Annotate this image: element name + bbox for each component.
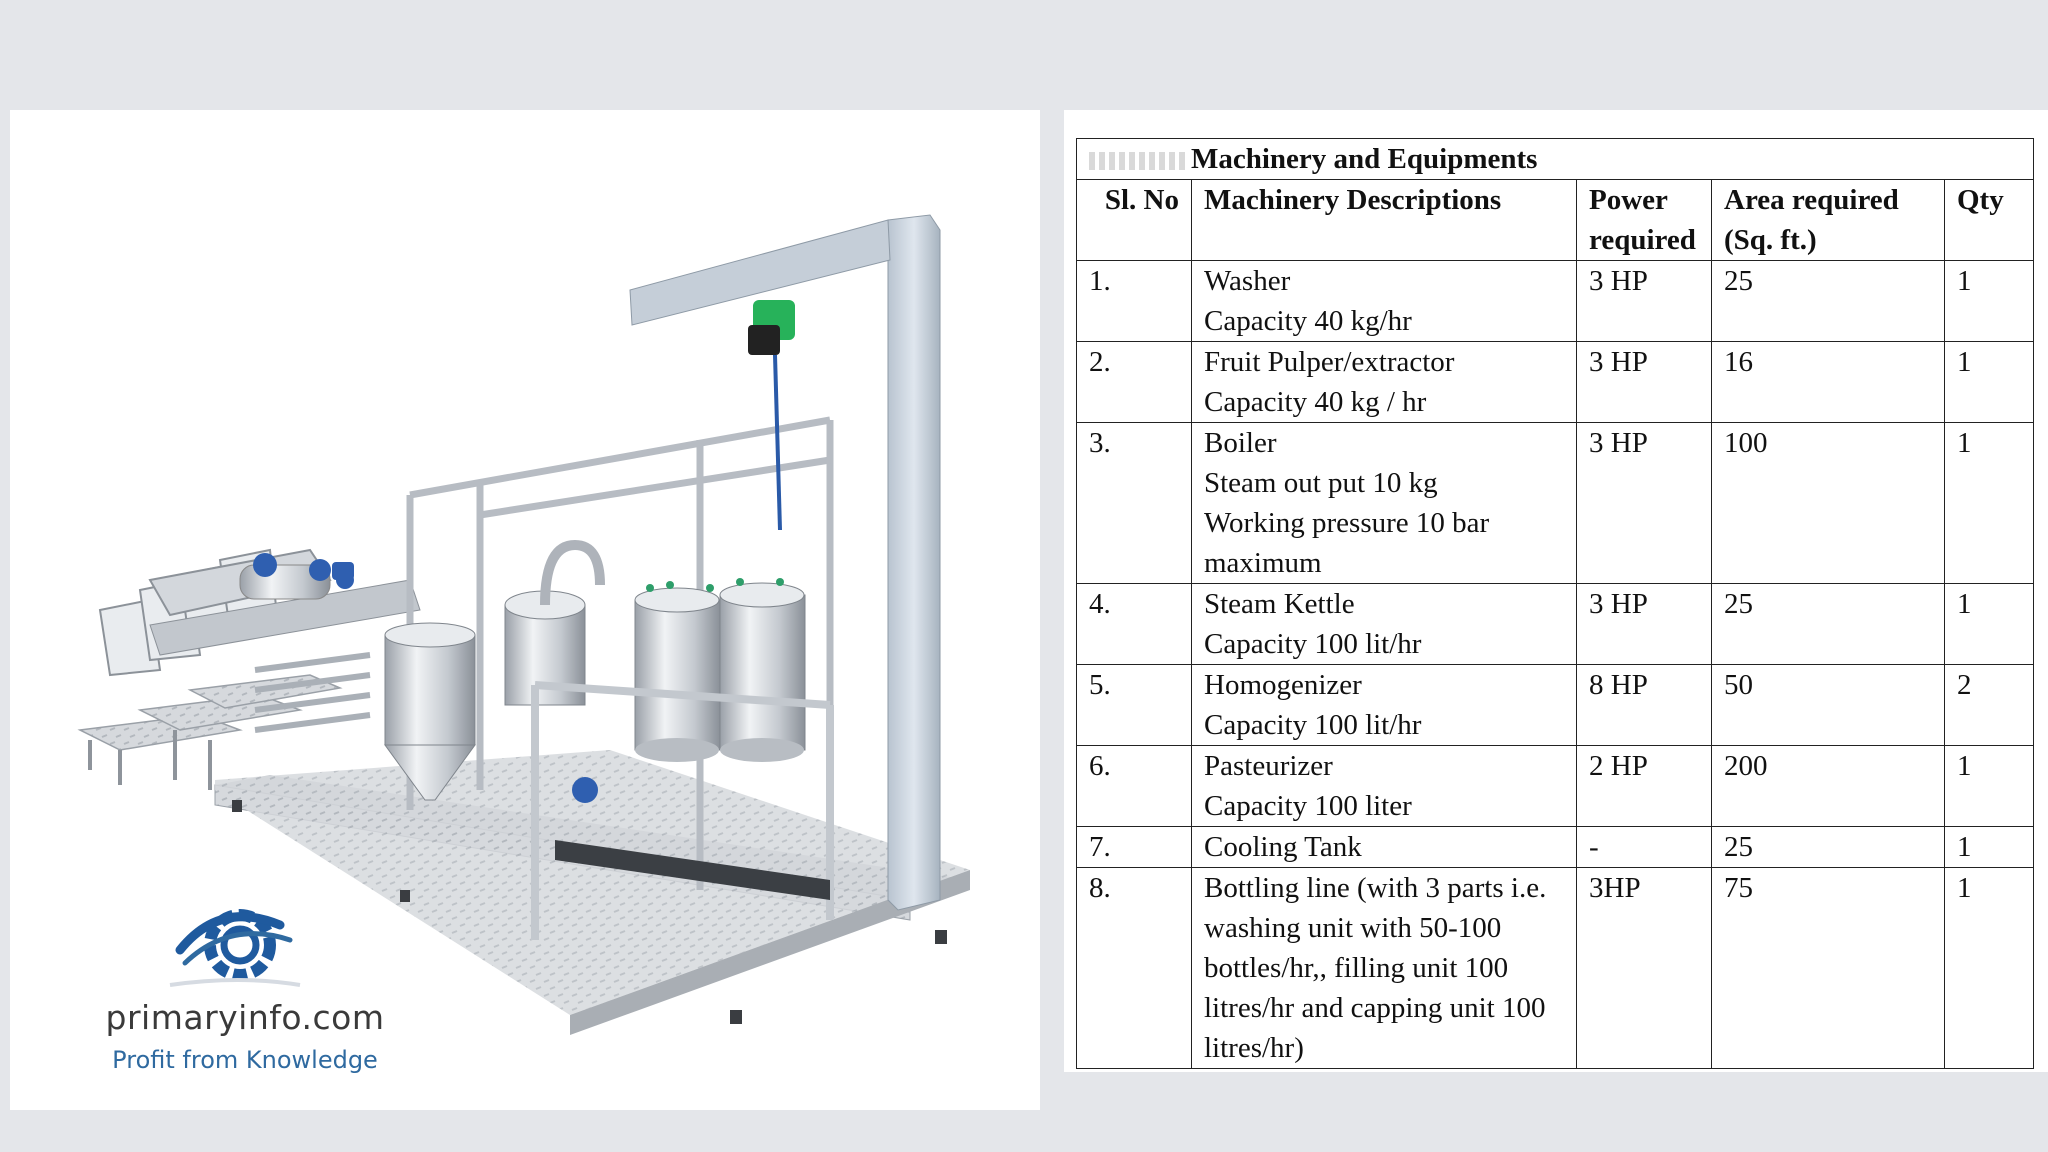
description-line: Steam Kettle: [1204, 588, 1355, 620]
header-description: Machinery Descriptions: [1192, 180, 1577, 261]
machinery-table: [1076, 138, 2034, 1069]
cell-description: [1192, 827, 1577, 868]
cell-sl-no: 4.: [1077, 584, 1192, 665]
cell-description: [1192, 342, 1577, 423]
cell-area: 100: [1712, 423, 1945, 584]
description-line: Capacity 100 liter: [1204, 790, 1412, 822]
table-row: [1077, 584, 2034, 665]
cell-qty: 1: [1945, 584, 2034, 665]
logo-tagline-text: Profit from Knowledge: [112, 1046, 378, 1074]
description-line: Capacity 100 lit/hr: [1204, 709, 1422, 741]
cell-power: 3 HP: [1577, 261, 1712, 342]
cell-description: [1192, 868, 1577, 1069]
description-line: Bottling line (with 3 parts i.e.: [1204, 872, 1547, 904]
table-caption: [1077, 139, 2034, 180]
machinery-table-panel: [1064, 110, 2048, 1072]
table-row: [1077, 342, 2034, 423]
cell-description: [1192, 584, 1577, 665]
cell-sl-no: 5.: [1077, 665, 1192, 746]
cell-area: 16: [1712, 342, 1945, 423]
cell-qty: 2: [1945, 665, 2034, 746]
cell-power: 3 HP: [1577, 342, 1712, 423]
table-body: [1077, 261, 2034, 1069]
cell-sl-no: 3.: [1077, 423, 1192, 584]
logo-domain-text[interactable]: primaryinfo.com: [105, 998, 385, 1037]
cell-qty: 1: [1945, 746, 2034, 827]
description-line: bottles/hr,, filling unit 100: [1204, 952, 1509, 984]
cell-area: 200: [1712, 746, 1945, 827]
header-area: Area required (Sq. ft.): [1712, 180, 1945, 261]
cell-qty: 1: [1945, 827, 2034, 868]
cell-power: 2 HP: [1577, 746, 1712, 827]
description-line: Steam out put 10 kg: [1204, 467, 1438, 499]
description-line: maximum: [1204, 547, 1322, 579]
description-line: litres/hr and capping unit 100: [1204, 992, 1546, 1024]
header-qty: Qty: [1945, 180, 2034, 261]
cell-power: 8 HP: [1577, 665, 1712, 746]
cell-qty: 1: [1945, 423, 2034, 584]
description-line: Fruit Pulper/extractor: [1204, 346, 1455, 378]
table-caption-text: Machinery and Equipments: [1191, 143, 1538, 175]
table-row: [1077, 261, 2034, 342]
caption-table-number-smudge: [1089, 152, 1185, 170]
description-line: Washer: [1204, 265, 1291, 297]
table-row: [1077, 868, 2034, 1069]
cell-description: [1192, 746, 1577, 827]
cell-sl-no: 8.: [1077, 868, 1192, 1069]
cell-description: [1192, 423, 1577, 584]
description-line: Cooling Tank: [1204, 831, 1362, 863]
header-sl-no: Sl. No: [1077, 180, 1192, 261]
cell-description: [1192, 665, 1577, 746]
table-header-row: [1077, 180, 2034, 261]
description-line: Capacity 40 kg/hr: [1204, 305, 1412, 337]
cell-area: 25: [1712, 584, 1945, 665]
cell-description: [1192, 261, 1577, 342]
cell-sl-no: 1.: [1077, 261, 1192, 342]
description-line: Capacity 40 kg / hr: [1204, 386, 1427, 418]
cell-power: -: [1577, 827, 1712, 868]
cell-power: 3 HP: [1577, 423, 1712, 584]
description-line: Pasteurizer: [1204, 750, 1333, 782]
cell-qty: 1: [1945, 342, 2034, 423]
cell-area: 50: [1712, 665, 1945, 746]
table-row: [1077, 746, 2034, 827]
table-row: [1077, 827, 2034, 868]
table-row: [1077, 665, 2034, 746]
cell-area: 25: [1712, 261, 1945, 342]
brand-logo: [80, 900, 410, 1090]
header-power: Power required: [1577, 180, 1712, 261]
cell-sl-no: 7.: [1077, 827, 1192, 868]
cell-qty: 1: [1945, 868, 2034, 1069]
description-line: Capacity 100 lit/hr: [1204, 628, 1422, 660]
cell-power: 3HP: [1577, 868, 1712, 1069]
cell-power: 3 HP: [1577, 584, 1712, 665]
description-line: washing unit with 50-100: [1204, 912, 1502, 944]
cell-area: 75: [1712, 868, 1945, 1069]
cell-sl-no: 6.: [1077, 746, 1192, 827]
description-line: Homogenizer: [1204, 669, 1362, 701]
description-line: Boiler: [1204, 427, 1277, 459]
description-line: litres/hr): [1204, 1032, 1304, 1064]
description-line: Working pressure 10 bar: [1204, 507, 1490, 539]
cell-area: 25: [1712, 827, 1945, 868]
gear-swirl-icon: [80, 900, 410, 995]
cell-sl-no: 2.: [1077, 342, 1192, 423]
cell-qty: 1: [1945, 261, 2034, 342]
machinery-image-panel: [10, 110, 1040, 1110]
table-row: [1077, 423, 2034, 584]
